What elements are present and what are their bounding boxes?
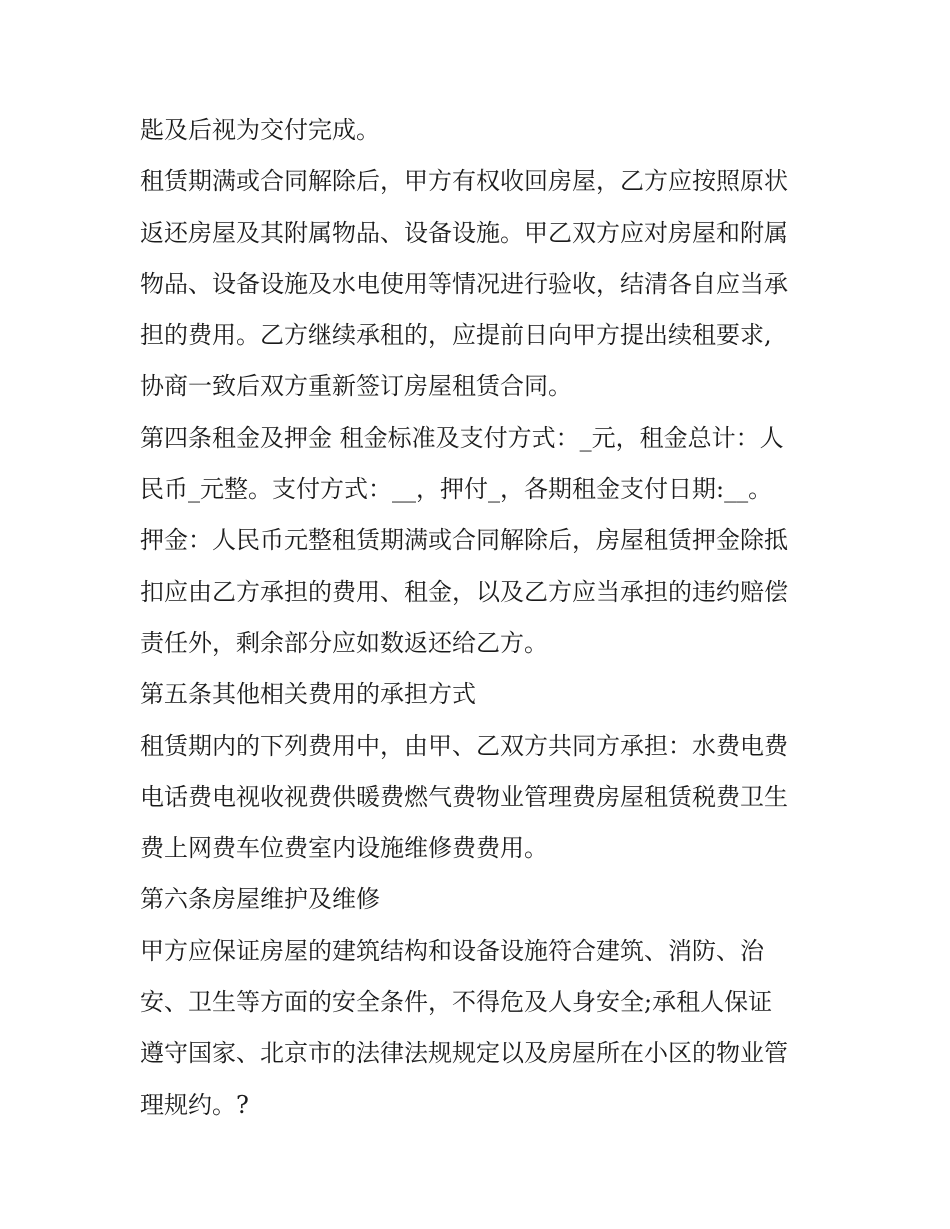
text-line-8: 民币_元整。支付方式：__，押付_，各期租金支付日期:__。: [140, 475, 773, 504]
text-line-12: 第五条其他相关费用的承担方式: [140, 680, 476, 709]
text-line-3: 返还房屋及其附属物品、设备设施。甲乙双方应对房屋和附属: [140, 218, 788, 247]
text-line-1: 匙及后视为交付完成。: [140, 116, 380, 144]
text-line-5: 担的费用。乙方继续承租的，应提前日向甲方提出续租要求,: [140, 321, 772, 350]
text-line-17: 甲方应保证房屋的建筑结构和设备设施符合建筑、消防、治: [140, 936, 764, 965]
text-line-9: 押金：人民币元整租赁期满或合同解除后，房屋租赁押金除抵: [140, 526, 788, 555]
text-line-10: 扣应由乙方承担的费用、租金，以及乙方应当承担的违约赔偿: [140, 577, 788, 606]
text-line-18: 安、卫生等方面的安全条件，不得危及人身安全;承租人保证: [140, 988, 773, 1017]
text-line-6: 协商一致后双方重新签订房屋租赁合同。: [140, 372, 572, 401]
text-line-14: 电话费电视收视费供暖费燃气费物业管理费房屋租赁税费卫生: [140, 782, 788, 811]
contract-text: [140, 105, 820, 1131]
text-line-4: 物品、设备设施及水电使用等情况进行验收，结清各自应当承: [140, 269, 788, 298]
text-line-19: 遵守国家、北京市的法律法规规定以及房屋所在小区的物业管: [140, 1039, 788, 1068]
text-line-7: 第四条租金及押金 租金标准及支付方式：_元，租金总计：人: [140, 423, 784, 452]
text-line-2: 租赁期满或合同解除后，甲方有权收回房屋，乙方应按照原状: [140, 167, 788, 196]
text-line-13: 租赁期内的下列费用中，由甲、乙双方共同方承担：水费电费: [140, 731, 788, 760]
text-line-20: 理规约。?: [140, 1090, 249, 1119]
text-line-16: 第六条房屋维护及维修: [140, 885, 380, 914]
text-line-11: 责任外，剩余部分应如数返还给乙方。: [140, 628, 548, 657]
text-line-15: 费上网费车位费室内设施维修费费用。: [140, 834, 548, 863]
